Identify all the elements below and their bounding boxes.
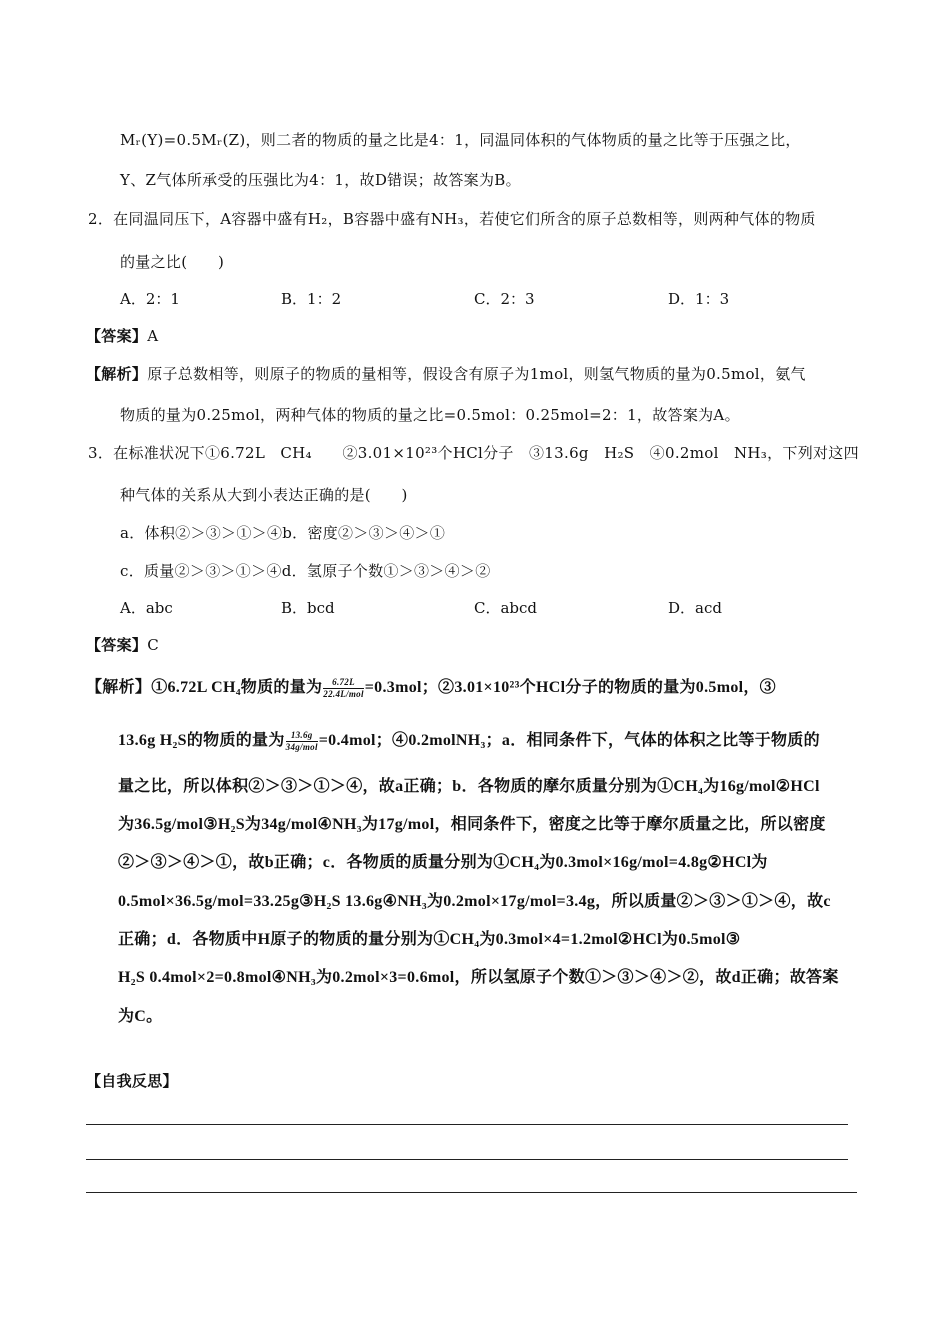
q2-analysis-line-1 xyxy=(86,364,806,384)
fraction-1-denominator: 22.4L/mol xyxy=(323,689,364,699)
q2-answer-label: 【答案】 xyxy=(86,327,148,345)
q2-stem-line-1: 2．在同温同压下，A容器中盛有H₂，B容器中盛有NH₃，若使它们所含的原子总数相等，则两种气体的物质 xyxy=(88,210,816,228)
fraction-1 xyxy=(323,677,363,700)
q2-answer xyxy=(86,326,158,346)
q3-analysis-text-2a: 13.6g H₂S的物质的量为 xyxy=(118,732,285,750)
q3-analysis-text-2b: =0.4mol；④0.2molNH₃；a．相同条件下，气体的体积之比等于物质的 xyxy=(318,732,820,750)
reflection-line-1 xyxy=(86,1124,848,1125)
q2-analysis-text-1: 原子总数相等，则原子的物质的量相等，假设含有原子为1mol，则氢气物质的量为0.5mol，氨气 xyxy=(147,365,806,383)
q3-answer-label: 【答案】 xyxy=(86,636,148,654)
q3-sub-c-d: c．质量②＞③＞①＞④d．氢原子个数①＞③＞④＞② xyxy=(120,562,491,580)
q3-answer xyxy=(86,635,159,655)
reflection-heading: 【自我反思】 xyxy=(86,1072,178,1090)
q3-option-b: B．bcd xyxy=(281,599,335,617)
fraction-2 xyxy=(286,730,318,753)
q2-stem-line-2: 的量之比( ) xyxy=(120,253,225,271)
q3-stem-line-1: 3．在标准状况下①6.72L CH₄ ②3.01×10²³个HCl分子 ③13.6g H₂S ④0.2mol NH₃，下列对这四 xyxy=(88,444,859,462)
reflection-line-3 xyxy=(86,1192,857,1193)
q1-analysis-line-1: Mᵣ(Y)=0.5Mᵣ(Z)，则二者的物质的量之比是4：1，同温同体积的气体物质的量之比等于压强之比， xyxy=(120,131,801,149)
q3-analysis-text-1b: =0.3mol；②3.01×10²³个HCl分子的物质的量为0.5mol，③ xyxy=(364,679,776,697)
q3-analysis-label: 【解析】 xyxy=(86,679,152,697)
q3-analysis-line-9: 为C。 xyxy=(118,1008,163,1025)
q2-analysis-line-2: 物质的量为0.25mol，两种气体的物质的量之比=0.5mol：0.25mol=2：1，故答案为A。 xyxy=(120,406,740,424)
q3-stem-line-2: 种气体的关系从大到小表达正确的是( ) xyxy=(120,486,408,504)
fraction-1-numerator: 6.72L xyxy=(323,677,363,689)
q3-analysis-line-2 xyxy=(118,730,820,753)
q2-option-b: B．1：2 xyxy=(281,290,342,308)
q2-analysis-label: 【解析】 xyxy=(86,365,148,383)
q2-option-d: D．1：3 xyxy=(668,290,730,308)
q2-option-a: A．2：1 xyxy=(120,290,180,308)
q2-option-c: C．2：3 xyxy=(474,290,535,308)
q1-analysis-line-2: Y、Z气体所承受的压强比为4：1，故D错误；故答案为B。 xyxy=(120,171,521,189)
q3-analysis-line-8: H₂S 0.4mol×2=0.8mol④NH₃为0.2mol×3=0.6mol，所以氢原子个数①＞③＞④＞②，故d正确；故答案 xyxy=(118,969,839,986)
q3-analysis-line-1 xyxy=(86,677,776,700)
q3-analysis-line-6: 0.5mol×36.5g/mol=33.25g③H₂S 13.6g④NH₃为0.2mol×17g/mol=3.4g，所以质量②＞③＞①＞④，故c xyxy=(118,893,831,910)
q3-analysis-line-5: ②＞③＞④＞①，故b正确；c．各物质的质量分别为①CH₄为0.3mol×16g/mol=4.8g②HCl为 xyxy=(118,854,768,871)
q3-analysis-line-4: 为36.5g/mol③H₂S为34g/mol④NH₃为17g/mol，相同条件下，密度之比等于摩尔质量之比，所以密度 xyxy=(118,816,826,833)
q3-analysis-text-1a: ①6.72L CH₄物质的量为 xyxy=(151,679,323,697)
q3-analysis-line-7: 正确；d．各物质中H原子的物质的量分别为①CH₄为0.3mol×4=1.2mol②HCl为0.5mol③ xyxy=(118,931,741,948)
q3-sub-a-b: a．体积②＞③＞①＞④b．密度②＞③＞④＞① xyxy=(120,524,446,542)
q3-analysis-line-3: 量之比，所以体积②＞③＞①＞④，故a正确；b．各物质的摩尔质量分别为①CH₄为16g/mol②HCl xyxy=(118,778,820,795)
q3-option-d: D．acd xyxy=(668,599,722,617)
fraction-2-denominator: 34g/mol xyxy=(285,742,318,752)
q3-option-a: A．abc xyxy=(120,599,173,617)
q2-answer-value: A xyxy=(147,327,159,345)
q3-option-c: C．abcd xyxy=(474,599,538,617)
q3-answer-value: C xyxy=(147,636,159,654)
fraction-2-numerator: 13.6g xyxy=(286,730,318,742)
reflection-line-2 xyxy=(86,1159,848,1160)
